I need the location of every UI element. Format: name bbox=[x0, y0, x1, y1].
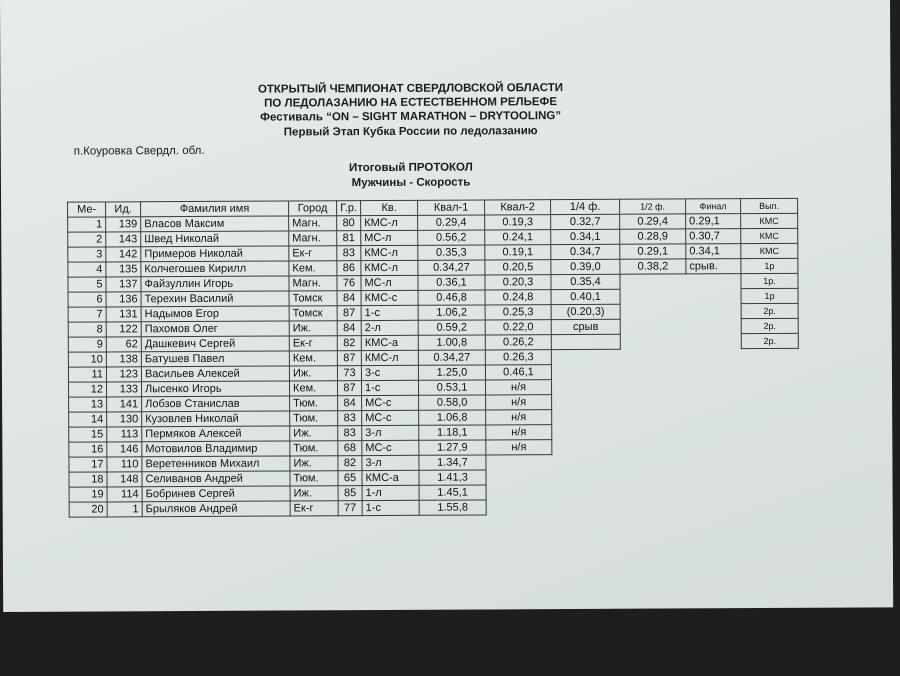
cell-name: Бобринев Сергей bbox=[142, 486, 290, 502]
cell-id: 130 bbox=[107, 412, 142, 427]
cell-city: Кем. bbox=[289, 261, 337, 276]
cell-name: Кузовлев Николай bbox=[142, 411, 290, 427]
cell-name: Васильев Алексей bbox=[141, 366, 289, 382]
header-semifinal: 1/2 ф. bbox=[620, 199, 686, 214]
cell-city: Тюм. bbox=[290, 411, 338, 426]
empty-cell bbox=[552, 499, 621, 514]
cell-qual-2: н/я bbox=[486, 440, 552, 455]
cell-quarterfinal: 0.34,1 bbox=[551, 229, 620, 244]
empty-cell bbox=[620, 319, 686, 334]
cell-id: 113 bbox=[107, 427, 142, 442]
cell-name: Колчегошев Кирилл bbox=[141, 261, 289, 277]
cell-id: 137 bbox=[106, 277, 141, 292]
empty-cell bbox=[486, 455, 552, 470]
cell-name: Надымов Егор bbox=[141, 306, 289, 322]
cell-rank: КМС-с bbox=[361, 290, 418, 305]
empty-cell bbox=[687, 469, 742, 484]
cell-birth-year: 82 bbox=[338, 456, 362, 471]
empty-cell bbox=[486, 500, 552, 515]
cell-id: 114 bbox=[107, 487, 142, 502]
cell-place: 17 bbox=[69, 457, 107, 472]
empty-cell bbox=[741, 363, 798, 378]
cell-id: 138 bbox=[106, 352, 141, 367]
cell-rank: МС-л bbox=[361, 275, 418, 290]
cell-name: Мотовилов Владимир bbox=[142, 441, 290, 457]
cell-birth-year: 77 bbox=[338, 501, 362, 516]
cell-rank: 1-с bbox=[361, 305, 418, 320]
cell-place: 8 bbox=[68, 322, 106, 337]
cell-final: 0.30,7 bbox=[686, 229, 741, 244]
cell-qual-1: 1.45,1 bbox=[419, 485, 486, 500]
empty-cell bbox=[742, 498, 799, 513]
cell-birth-year: 84 bbox=[337, 291, 361, 306]
cell-id: 133 bbox=[107, 382, 142, 397]
cell-completed-rank: КМС bbox=[741, 213, 798, 228]
empty-cell bbox=[552, 439, 621, 454]
empty-cell bbox=[552, 469, 621, 484]
cell-quarterfinal: 0.40,1 bbox=[551, 289, 620, 304]
cell-completed-rank: 2р. bbox=[741, 303, 798, 318]
empty-cell bbox=[621, 394, 687, 409]
cell-id: 123 bbox=[106, 367, 141, 382]
cell-qual-2: 0.46,1 bbox=[485, 365, 551, 380]
cell-rank: 3-с bbox=[361, 365, 418, 380]
empty-cell bbox=[552, 424, 621, 439]
cell-name: Лобзов Станислав bbox=[142, 396, 290, 412]
results-table bbox=[67, 198, 800, 518]
cell-birth-year: 73 bbox=[337, 366, 361, 381]
empty-cell bbox=[687, 394, 742, 409]
cell-qual-1: 1.06,8 bbox=[419, 410, 486, 425]
cell-quarterfinal: 0.32,7 bbox=[551, 214, 620, 229]
cell-qual-2: 0.22,0 bbox=[485, 320, 551, 335]
cell-birth-year: 83 bbox=[337, 246, 361, 261]
cell-rank: КМС-а bbox=[361, 335, 418, 350]
cell-name: Пермяков Алексей bbox=[142, 426, 290, 442]
header-name: Фамилия имя bbox=[141, 201, 289, 217]
empty-cell bbox=[686, 349, 741, 364]
cup-stage-title: Первый Этап Кубка России по ледолазанию bbox=[283, 125, 538, 139]
empty-cell bbox=[552, 409, 621, 424]
cell-qual-1: 0.29,4 bbox=[418, 215, 485, 230]
empty-cell bbox=[552, 484, 621, 499]
header-birth-year: Г.р. bbox=[337, 201, 361, 216]
cell-quarterfinal: 0.39,0 bbox=[551, 259, 620, 274]
empty-cell bbox=[620, 304, 686, 319]
header-qual-1: Квал-1 bbox=[418, 200, 485, 215]
header-id: Ид. bbox=[106, 202, 141, 217]
cell-id: 1 bbox=[107, 502, 142, 517]
cell-qual-1: 0.46,8 bbox=[418, 290, 485, 305]
empty-cell bbox=[621, 469, 687, 484]
cell-place: 20 bbox=[69, 502, 107, 517]
cell-birth-year: 86 bbox=[337, 261, 361, 276]
cell-rank: 1-л bbox=[362, 485, 419, 500]
cell-city: Тюм. bbox=[290, 396, 338, 411]
cell-id: 139 bbox=[106, 217, 141, 232]
cell-qual-2: 0.19,1 bbox=[485, 245, 551, 260]
cell-place: 19 bbox=[69, 487, 107, 502]
cell-birth-year: 87 bbox=[337, 381, 361, 396]
cell-qual-1: 0.34,27 bbox=[418, 350, 485, 365]
empty-cell bbox=[551, 349, 620, 364]
discipline-title: ПО ЛЕДОЛАЗАНИЮ НА ЕСТЕСТВЕННОМ РЕЛЬЕФЕ bbox=[264, 96, 558, 110]
cell-qual-2: н/я bbox=[486, 395, 552, 410]
cell-semifinal: 0.29,1 bbox=[620, 244, 686, 259]
cell-place: 9 bbox=[68, 337, 106, 352]
cell-qual-1: 0.36,1 bbox=[418, 275, 485, 290]
cell-city: Ек-г bbox=[289, 336, 337, 351]
cell-qual-1: 1.55,8 bbox=[419, 500, 486, 515]
cell-birth-year: 87 bbox=[337, 306, 361, 321]
cell-city: Ек-г bbox=[290, 501, 338, 516]
cell-name: Селиванов Андрей bbox=[142, 471, 290, 487]
cell-place: 2 bbox=[68, 232, 106, 247]
table-row bbox=[69, 498, 799, 517]
cell-rank: 3-л bbox=[362, 425, 419, 440]
empty-cell bbox=[687, 439, 742, 454]
cell-semifinal: 0.38,2 bbox=[620, 259, 686, 274]
empty-cell bbox=[620, 379, 686, 394]
header-place: Ме- bbox=[68, 202, 106, 217]
header-completed-rank: Вып. bbox=[741, 198, 798, 213]
cell-rank: КМС-а bbox=[362, 470, 419, 485]
cell-semifinal: 0.28,9 bbox=[620, 229, 686, 244]
empty-cell bbox=[742, 453, 799, 468]
empty-cell bbox=[742, 408, 799, 423]
cell-completed-rank: 2р. bbox=[741, 318, 798, 333]
cell-place: 18 bbox=[69, 472, 107, 487]
protocol-subtitle: Мужчины - Скорость bbox=[351, 176, 471, 190]
cell-qual-1: 0.35,3 bbox=[418, 245, 485, 260]
cell-final: 0.34,1 bbox=[686, 244, 741, 259]
cell-qual-1: 0.34,27 bbox=[418, 260, 485, 275]
cell-semifinal: 0.29,4 bbox=[620, 214, 686, 229]
cell-qual-2: н/я bbox=[486, 410, 552, 425]
cell-name: Веретенников Михаил bbox=[142, 456, 290, 472]
empty-cell bbox=[686, 274, 741, 289]
cell-city: Тюм. bbox=[290, 441, 338, 456]
cell-completed-rank: 1р. bbox=[741, 273, 798, 288]
empty-cell bbox=[686, 364, 741, 379]
cell-birth-year: 84 bbox=[338, 396, 362, 411]
cell-qual-1: 0.59,2 bbox=[418, 320, 485, 335]
cell-name: Файзуллин Игорь bbox=[141, 276, 289, 292]
cell-rank: МС-с bbox=[362, 410, 419, 425]
cell-final: 0.29,1 bbox=[686, 214, 741, 229]
cell-city: Ек-г bbox=[289, 246, 337, 261]
cell-qual-1: 1.27,9 bbox=[419, 440, 486, 455]
cell-id: 131 bbox=[106, 307, 141, 322]
cell-qual-2: н/я bbox=[486, 425, 552, 440]
cell-city: Иж. bbox=[289, 366, 337, 381]
cell-name: Власов Максим bbox=[141, 216, 289, 232]
empty-cell bbox=[687, 454, 742, 469]
empty-cell bbox=[687, 424, 742, 439]
cell-birth-year: 83 bbox=[338, 411, 362, 426]
cell-qual-2: 0.26,2 bbox=[485, 335, 551, 350]
empty-cell bbox=[620, 289, 686, 304]
empty-cell bbox=[552, 454, 621, 469]
empty-cell bbox=[742, 393, 799, 408]
cell-final: срыв. bbox=[686, 259, 741, 274]
cell-qual-2: 0.24,1 bbox=[485, 230, 551, 245]
cell-id: 142 bbox=[106, 247, 141, 262]
empty-cell bbox=[621, 499, 687, 514]
cell-rank: 3-л bbox=[362, 455, 419, 470]
cell-rank: КМС-л bbox=[361, 215, 418, 230]
cell-completed-rank: 1р bbox=[741, 288, 798, 303]
empty-cell bbox=[620, 334, 686, 349]
empty-cell bbox=[621, 454, 687, 469]
empty-cell bbox=[687, 499, 742, 514]
empty-cell bbox=[551, 379, 620, 394]
cell-birth-year: 82 bbox=[337, 336, 361, 351]
cell-qual-1: 1.18,1 bbox=[419, 425, 486, 440]
cell-place: 12 bbox=[69, 382, 107, 397]
empty-cell bbox=[621, 409, 687, 424]
cell-quarterfinal: (0.20,3) bbox=[551, 304, 620, 319]
empty-cell bbox=[686, 379, 741, 394]
cell-name: Брыляков Андрей bbox=[142, 501, 290, 517]
cell-id: 135 bbox=[106, 262, 141, 277]
cell-name: Лысенко Игорь bbox=[142, 381, 290, 397]
cell-birth-year: 80 bbox=[337, 216, 361, 231]
cell-qual-2: 0.25,3 bbox=[485, 305, 551, 320]
cell-birth-year: 87 bbox=[337, 351, 361, 366]
empty-cell bbox=[620, 274, 686, 289]
cell-qual-2: 0.19,3 bbox=[485, 215, 551, 230]
cell-rank: 1-с bbox=[362, 500, 419, 515]
empty-cell bbox=[686, 319, 741, 334]
empty-cell bbox=[742, 468, 799, 483]
cell-city: Иж. bbox=[289, 321, 337, 336]
cell-rank: 2-л bbox=[361, 320, 418, 335]
cell-id: 148 bbox=[107, 472, 142, 487]
cell-city: Магн. bbox=[289, 276, 337, 291]
cell-birth-year: 76 bbox=[337, 276, 361, 291]
cell-city: Иж. bbox=[290, 456, 338, 471]
cell-city: Томск bbox=[289, 291, 337, 306]
cell-rank: КМС-л bbox=[361, 245, 418, 260]
cell-id: 146 bbox=[107, 442, 142, 457]
cell-qual-2: 0.26,3 bbox=[485, 350, 551, 365]
cell-quarterfinal: 0.35,4 bbox=[551, 274, 620, 289]
cell-city: Кем. bbox=[289, 351, 337, 366]
cell-id: 136 bbox=[106, 292, 141, 307]
empty-cell bbox=[741, 378, 798, 393]
cell-city: Тюм. bbox=[290, 471, 338, 486]
empty-cell bbox=[687, 484, 742, 499]
cell-qual-2: 0.24,8 bbox=[485, 290, 551, 305]
header-final: Финал bbox=[686, 199, 741, 214]
cell-place: 14 bbox=[69, 412, 107, 427]
cell-id: 143 bbox=[106, 232, 141, 247]
empty-cell bbox=[687, 409, 742, 424]
cell-name: Швед Николай bbox=[141, 231, 289, 247]
cell-birth-year: 84 bbox=[337, 321, 361, 336]
cell-completed-rank: 2р. bbox=[741, 333, 798, 348]
cell-qual-1: 1.34,7 bbox=[419, 455, 486, 470]
empty-cell bbox=[742, 483, 799, 498]
cell-qual-1: 0.53,1 bbox=[418, 380, 485, 395]
cell-id: 110 bbox=[107, 457, 142, 472]
cell-place: 16 bbox=[69, 442, 107, 457]
empty-cell bbox=[621, 484, 687, 499]
empty-cell bbox=[686, 304, 741, 319]
cell-rank: КМС-л bbox=[361, 260, 418, 275]
cell-place: 1 bbox=[68, 217, 106, 232]
cell-completed-rank: 1р bbox=[741, 258, 798, 273]
cell-qual-1: 1.00,8 bbox=[418, 335, 485, 350]
cell-qual-2: н/я bbox=[485, 380, 551, 395]
cell-qual-1: 1.41,3 bbox=[419, 470, 486, 485]
cell-place: 10 bbox=[68, 352, 106, 367]
cell-place: 11 bbox=[68, 367, 106, 382]
protocol-title: Итоговый ПРОТОКОЛ bbox=[348, 161, 473, 175]
cell-city: Иж. bbox=[290, 426, 338, 441]
empty-cell bbox=[486, 470, 552, 485]
cell-city: Кем. bbox=[289, 381, 337, 396]
cell-place: 6 bbox=[68, 292, 106, 307]
cell-qual-1: 1.25,0 bbox=[418, 365, 485, 380]
cell-rank: 1-с bbox=[361, 380, 418, 395]
cell-qual-1: 1.06,2 bbox=[418, 305, 485, 320]
cell-city: Магн. bbox=[289, 216, 337, 231]
cell-qual-2: 0.20,3 bbox=[485, 275, 551, 290]
cell-rank: МС-с bbox=[362, 395, 419, 410]
venue-location: п.Коуровка Свердл. обл. bbox=[73, 144, 205, 158]
cell-name: Дашкевич Сергей bbox=[141, 336, 289, 352]
cell-city: Томск bbox=[289, 306, 337, 321]
cell-id: 62 bbox=[106, 337, 141, 352]
cell-birth-year: 68 bbox=[338, 441, 362, 456]
header-city: Город bbox=[289, 201, 337, 216]
cell-place: 4 bbox=[68, 262, 106, 277]
empty-cell bbox=[741, 348, 798, 363]
cell-name: Пахомов Олег bbox=[141, 321, 289, 337]
empty-cell bbox=[621, 424, 687, 439]
cell-completed-rank: КМС bbox=[741, 243, 798, 258]
cell-rank: МС-л bbox=[361, 230, 418, 245]
cell-place: 5 bbox=[68, 277, 106, 292]
header-qual-2: Квал-2 bbox=[485, 200, 551, 215]
empty-cell bbox=[742, 423, 799, 438]
cell-name: Батушев Павел bbox=[141, 351, 289, 367]
header-rank: Кв. bbox=[361, 200, 418, 215]
empty-cell bbox=[486, 485, 552, 500]
cell-place: 13 bbox=[69, 397, 107, 412]
cell-birth-year: 83 bbox=[338, 426, 362, 441]
cell-qual-1: 0.58,0 bbox=[419, 395, 486, 410]
empty-cell bbox=[620, 364, 686, 379]
cell-city: Иж. bbox=[290, 486, 338, 501]
empty-cell bbox=[742, 438, 799, 453]
cell-name: Терехин Василий bbox=[141, 291, 289, 307]
cell-name: Примеров Николай bbox=[141, 246, 289, 262]
cell-rank: МС-с bbox=[362, 440, 419, 455]
empty-cell bbox=[686, 334, 741, 349]
cell-id: 141 bbox=[107, 397, 142, 412]
cell-quarterfinal bbox=[551, 334, 620, 349]
championship-title: ОТКРЫТЫЙ ЧЕМПИОНАТ СВЕРДЛОВСКОЙ ОБЛАСТИ bbox=[257, 82, 564, 96]
cell-completed-rank: КМС bbox=[741, 228, 798, 243]
cell-place: 3 bbox=[68, 247, 106, 262]
cell-birth-year: 65 bbox=[338, 471, 362, 486]
cell-qual-2: 0.20,5 bbox=[485, 260, 551, 275]
empty-cell bbox=[551, 364, 620, 379]
cell-place: 7 bbox=[68, 307, 106, 322]
cell-place: 15 bbox=[69, 427, 107, 442]
cell-birth-year: 81 bbox=[337, 231, 361, 246]
cell-quarterfinal: 0.34,7 bbox=[551, 244, 620, 259]
cell-rank: КМС-л bbox=[361, 350, 418, 365]
cell-city: Магн. bbox=[289, 231, 337, 246]
empty-cell bbox=[621, 439, 687, 454]
empty-cell bbox=[620, 349, 686, 364]
header-quarterfinal: 1/4 ф. bbox=[551, 199, 620, 214]
cell-quarterfinal: срыв bbox=[551, 319, 620, 334]
cell-qual-1: 0.56,2 bbox=[418, 230, 485, 245]
festival-title: Фестиваль “ON – SIGHT MARATHON – DRYTOOLING” bbox=[260, 110, 562, 124]
cell-birth-year: 85 bbox=[338, 486, 362, 501]
cell-id: 122 bbox=[106, 322, 141, 337]
empty-cell bbox=[552, 394, 621, 409]
empty-cell bbox=[686, 289, 741, 304]
